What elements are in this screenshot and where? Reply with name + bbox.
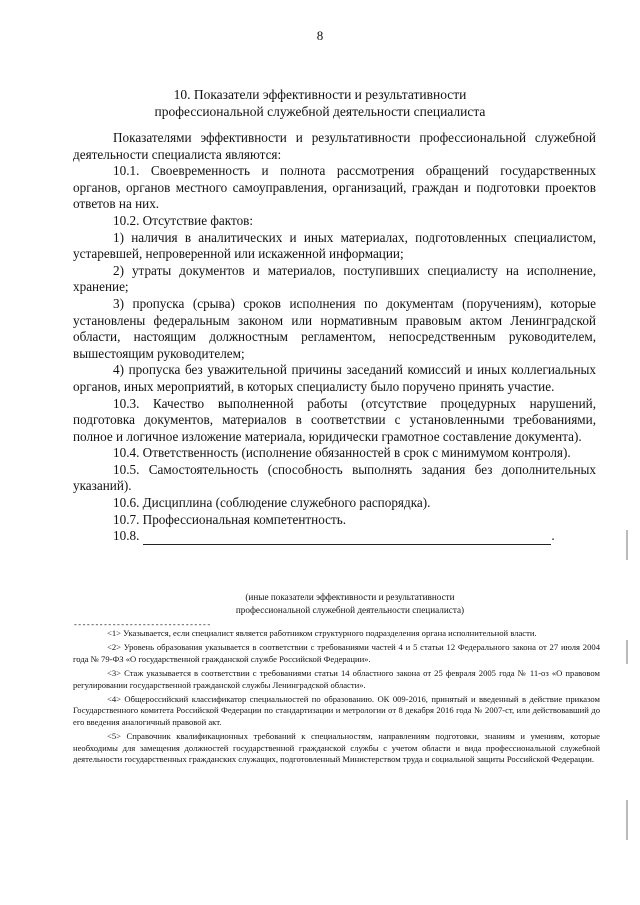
section-title-line-2: профессиональной служебной деятельности специалиста xyxy=(154,104,486,119)
paragraph-10-2-item-4: 4) пропуска без уважительной причины заседаний комиссий и иных коллегиальных органов, иных мероприятий, в которых специалисту было поручено принять участие. xyxy=(73,362,596,394)
paragraph-10-8-label: 10.8. xyxy=(113,528,140,544)
paragraph-10-2: 10.2. Отсутствие фактов: xyxy=(113,212,254,228)
blank-line-hint-line-1: (иные показатели эффективности и результативности xyxy=(245,592,455,602)
footnote-3: <3> Стаж указывается в соответствии с требованиями статьи 14 областного закона от 25 февраля 2005 года № 11-оз «О правовом регулировании государственной гражданской службы Ленинградской области». xyxy=(73,668,600,690)
section-title-line-1: 10. Показатели эффективности и результативности xyxy=(173,87,467,102)
paragraph-10-6: 10.6. Дисциплина (соблюдение служебного распорядка). xyxy=(113,495,431,511)
paragraph-10-2-item-2: 2) утраты документов и материалов, поступивших специалисту на исполнение, хранение; xyxy=(73,262,596,295)
paragraph-10-2-item-1: 1) наличия в аналитических и иных материалах, подготовленных специалистом, устаревшей, непроверенной или искаженной информации; xyxy=(73,229,596,262)
paragraph-10-4: 10.4. Ответственность (исполнение обязанностей в срок с минимумом контроля). xyxy=(113,445,571,461)
intro-paragraph: Показателями эффективности и результативности профессиональной служебной деятельности специалиста являются: xyxy=(73,130,596,162)
footnotes xyxy=(73,628,600,768)
paragraph-10-3: 10.3. Качество выполненной работы (отсутствие процедурных нарушений, подготовка документов, материалов в соответствии с установленными требованиями, полное и логичное изложение материала, юридически грамотное составление документа). xyxy=(73,395,596,444)
footnote-2: <2> Уровень образования указывается в соответствии с требованиями частей 4 и 5 статьи 12 Федерального закона от 27 июля 2004 года № 79-ФЗ «О государственной гражданской службе Российской Федерации». xyxy=(73,642,600,664)
section-title xyxy=(60,86,580,120)
paragraph-10-1: 10.1. Своевременность и полнота рассмотрения обращений государственных органов, органов местного самоуправления, организаций, граждан и подготовки проектов ответов на них. xyxy=(73,163,596,212)
footnote-4: <4> Общероссийский классификатор специальностей по образованию. ОК 009-2016, принятый и введенный в действие приказом Государственного комитета Российской Федерации по стандартизации и метрологии от 8 декабря 2016 года № 2007-ст, или действовавший до его введения аналогичный правовой акт. xyxy=(73,694,600,727)
footnote-1: <1> Указывается, если специалист является работником структурного подразделения органа исполнительной власти. xyxy=(107,628,537,638)
scan-edge-mark xyxy=(626,530,628,560)
paragraph-10-2-item-3: 3) пропуска (срыва) сроков исполнения по документам (поручениям), которые установлены федеральным законом или нормативным правовым актом Ленинградской области, настоящим должностным регламентом, непосредственным руководителем, вышестоящим руководителем; xyxy=(73,295,596,361)
page-number: 8 xyxy=(316,28,324,43)
scan-edge-mark xyxy=(626,800,628,840)
blank-line-hint xyxy=(150,591,550,616)
paragraph-10-8 xyxy=(73,528,596,545)
section-body xyxy=(73,130,596,545)
scan-edge-mark xyxy=(626,640,628,664)
paragraph-10-7: 10.7. Профессиональная компетентность. xyxy=(113,511,347,527)
footnote-5: <5> Справочник квалификационных требований к специальностям, направлениям подготовки, знаниям и умениям, которые необходимы для замещения должностей государственной гражданской службы с учетом области и вида профессиональной служебной деятельности государственных гражданских служащих, подготовленный Министерством труда и социальной защиты Российской Федерации. xyxy=(73,731,600,765)
fill-in-blank-line xyxy=(143,532,551,545)
paragraph-10-8-end: . xyxy=(551,528,555,544)
blank-line-hint-line-2: профессиональной служебной деятельности специалиста) xyxy=(235,604,465,615)
footnote-separator: -------------------------------- xyxy=(73,621,211,630)
paragraph-10-5: 10.5. Самостоятельность (способность выполнять задания без дополнительных указаний). xyxy=(73,461,596,494)
